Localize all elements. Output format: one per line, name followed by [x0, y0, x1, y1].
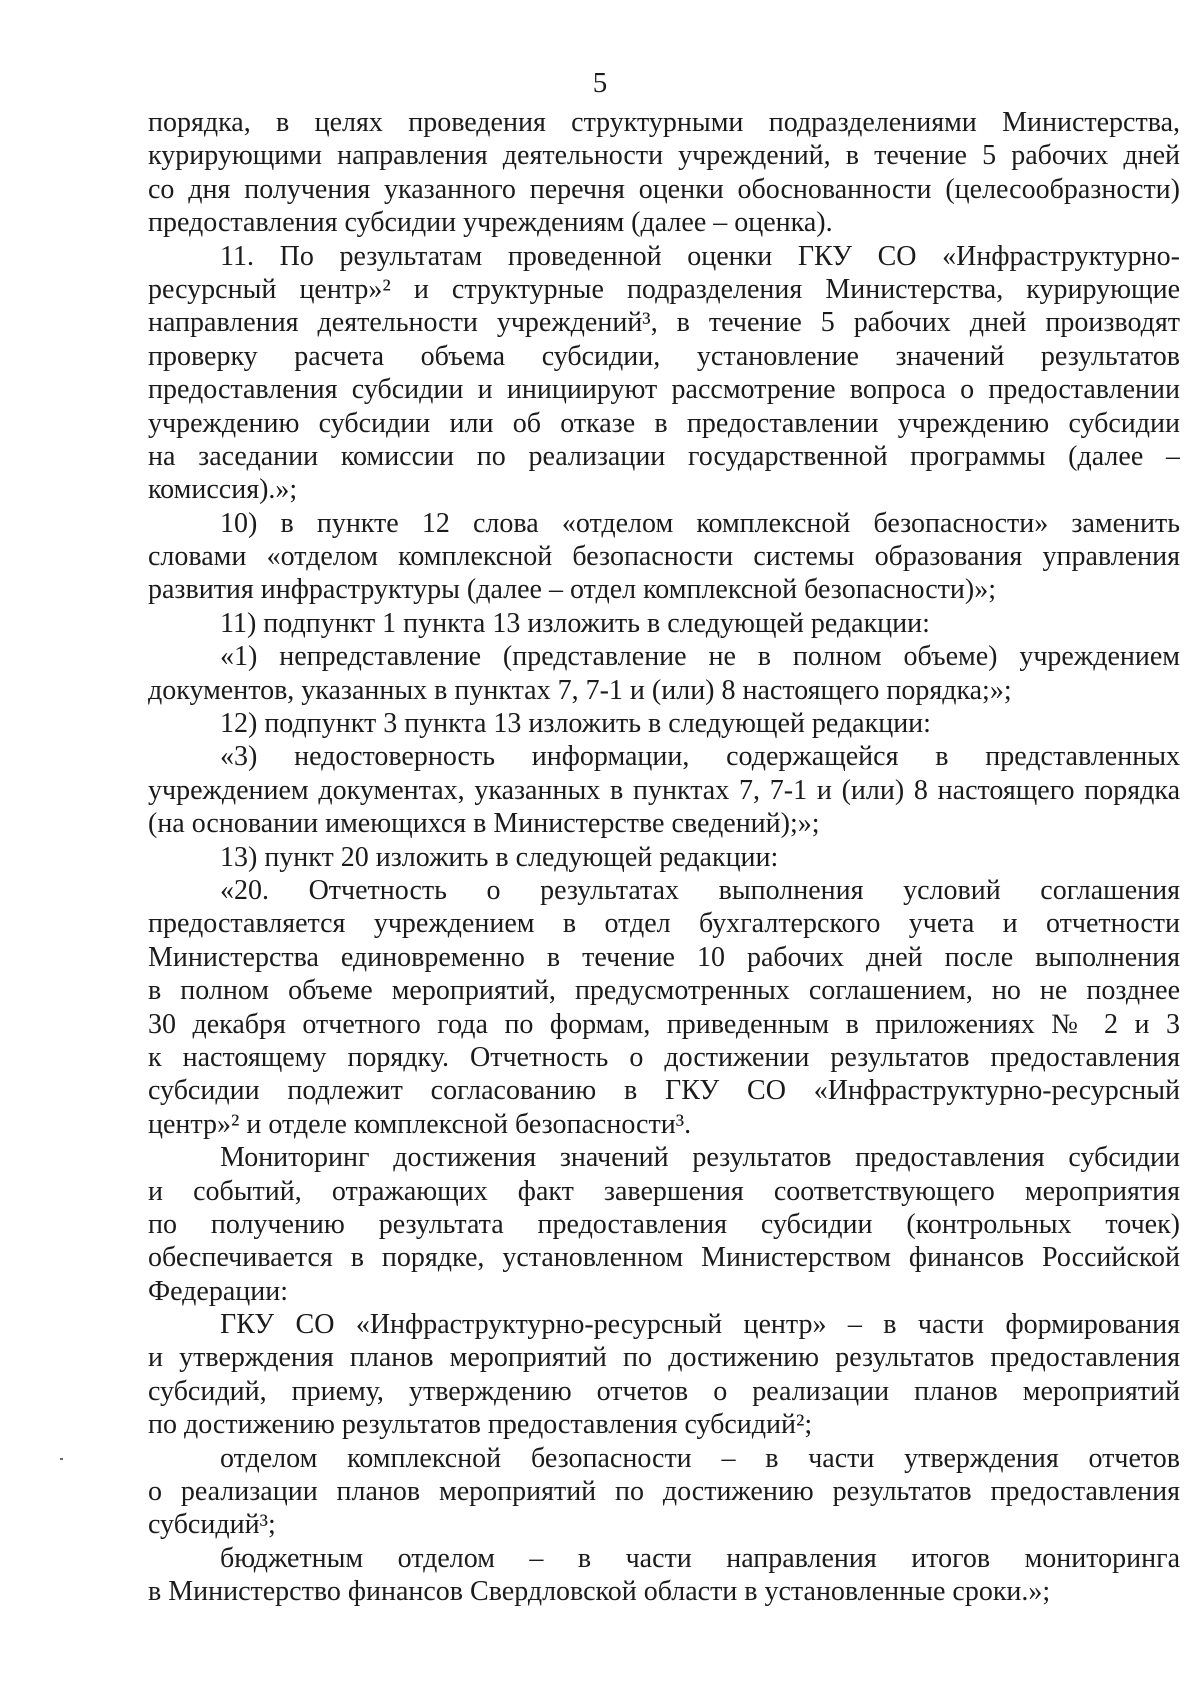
text-line: субсидий³;	[148, 1509, 276, 1541]
text-line: проверку расчета объема субсидии, установление значений результатов	[148, 340, 1180, 372]
text-line: предоставления субсидии учреждениям (далее – оценка).	[148, 207, 833, 239]
text-line: 10) в пункте 12 слова «отделом комплексной безопасности» заменить	[220, 507, 1180, 539]
text-line: предоставления субсидии и инициируют рассмотрение вопроса о предоставлении	[148, 374, 1180, 406]
text-line: учреждением документах, указанных в пунктах 7, 7-1 и (или) 8 настоящего порядка	[148, 774, 1180, 806]
text-line: курирующими направления деятельности учреждений, в течение 5 рабочих дней	[148, 140, 1180, 172]
text-line: документов, указанных в пунктах 7, 7-1 и (или) 8 настоящего порядка;»;	[148, 674, 1012, 706]
text-line: в Министерство финансов Свердловской области в установленные сроки.»;	[148, 1576, 1051, 1608]
text-line: и утверждения планов мероприятий по достижению результатов предоставления	[148, 1342, 1180, 1374]
text-line: Мониторинг достижения значений результатов предоставления субсидии	[220, 1142, 1180, 1174]
text-line: Министерства единовременно в течение 10 рабочих дней после выполнения	[148, 941, 1180, 973]
text-line: «3) недостоверность информации, содержащейся в представленных	[220, 741, 1180, 773]
text-line: к настоящему порядку. Отчетность о достижении результатов предоставления	[148, 1041, 1180, 1073]
text-line: порядка, в целях проведения структурными подразделениями Министерства,	[148, 107, 1180, 138]
text-line: 11. По результатам проведенной оценки ГКУ СО «Инфраструктурно-	[220, 240, 1180, 272]
text-line: обеспечивается в порядке, установленном Министерством финансов Российской	[148, 1242, 1180, 1274]
text-line: учреждению субсидии или об отказе в предоставлении учреждению субсидии	[148, 407, 1180, 439]
text-line: о реализации планов мероприятий по достижению результатов предоставления	[148, 1476, 1180, 1508]
text-line: центр»² и отделе комплексной безопасности³.	[148, 1108, 692, 1140]
text-line: 30 декабря отчетного года по формам, приведенным в приложениях № 2 и 3	[148, 1008, 1180, 1040]
text-line: и событий, отражающих факт завершения соответствующего мероприятия	[148, 1175, 1180, 1207]
text-line: 13) пункт 20 изложить в следующей редакции:	[220, 841, 779, 873]
text-line: 12) подпункт 3 пункта 13 изложить в следующей редакции:	[220, 708, 931, 740]
text-line: «20. Отчетность о результатах выполнения условий соглашения	[220, 874, 1180, 906]
text-line: направления деятельности учреждений³, в течение 5 рабочих дней производят	[148, 307, 1180, 339]
text-line: развития инфраструктуры (далее – отдел комплексной безопасности)»;	[148, 574, 996, 606]
text-line: (на основании имеющихся в Министерстве сведений);»;	[148, 808, 820, 840]
text-line: бюджетным отделом – в части направления итогов мониторинга	[220, 1542, 1180, 1574]
text-line: «1) непредставление (представление не в полном объеме) учреждением	[220, 641, 1180, 673]
text-line: ГКУ СО «Инфраструктурно-ресурсный центр» – в части формирования	[220, 1309, 1180, 1341]
page-number: 5	[592, 67, 608, 99]
text-line: на заседании комиссии по реализации государственной программы (далее –	[148, 440, 1180, 472]
text-line: 11) подпункт 1 пункта 13 изложить в следующей редакции:	[220, 607, 930, 639]
text-line: предоставляется учреждением в отдел бухгалтерского учета и отчетности	[148, 908, 1180, 940]
text-line: по получению результата предоставления субсидии (контрольных точек)	[148, 1208, 1180, 1240]
text-line: ресурсный центр»² и структурные подразделения Министерства, курирующие	[148, 273, 1180, 305]
text-line: словами «отделом комплексной безопасности системы образования управления	[148, 541, 1180, 573]
text-line: отделом комплексной безопасности – в части утверждения отчетов	[220, 1442, 1180, 1474]
text-line: со дня получения указанного перечня оценки обоснованности (целесообразности)	[148, 173, 1180, 205]
text-line: субсидий, приему, утверждению отчетов о реализации планов мероприятий	[148, 1375, 1180, 1407]
scan-artifact-mark	[60, 1458, 63, 1460]
text-line: в полном объеме мероприятий, предусмотренных соглашением, но не позднее	[148, 975, 1180, 1007]
text-line: по достижению результатов предоставления субсидий²;	[148, 1409, 813, 1441]
text-line: комиссия).»;	[148, 474, 298, 506]
text-line: Федерации:	[148, 1275, 289, 1307]
document-body	[148, 106, 1180, 1609]
text-line: субсидии подлежит согласованию в ГКУ СО «Инфраструктурно-ресурсный	[148, 1075, 1180, 1107]
